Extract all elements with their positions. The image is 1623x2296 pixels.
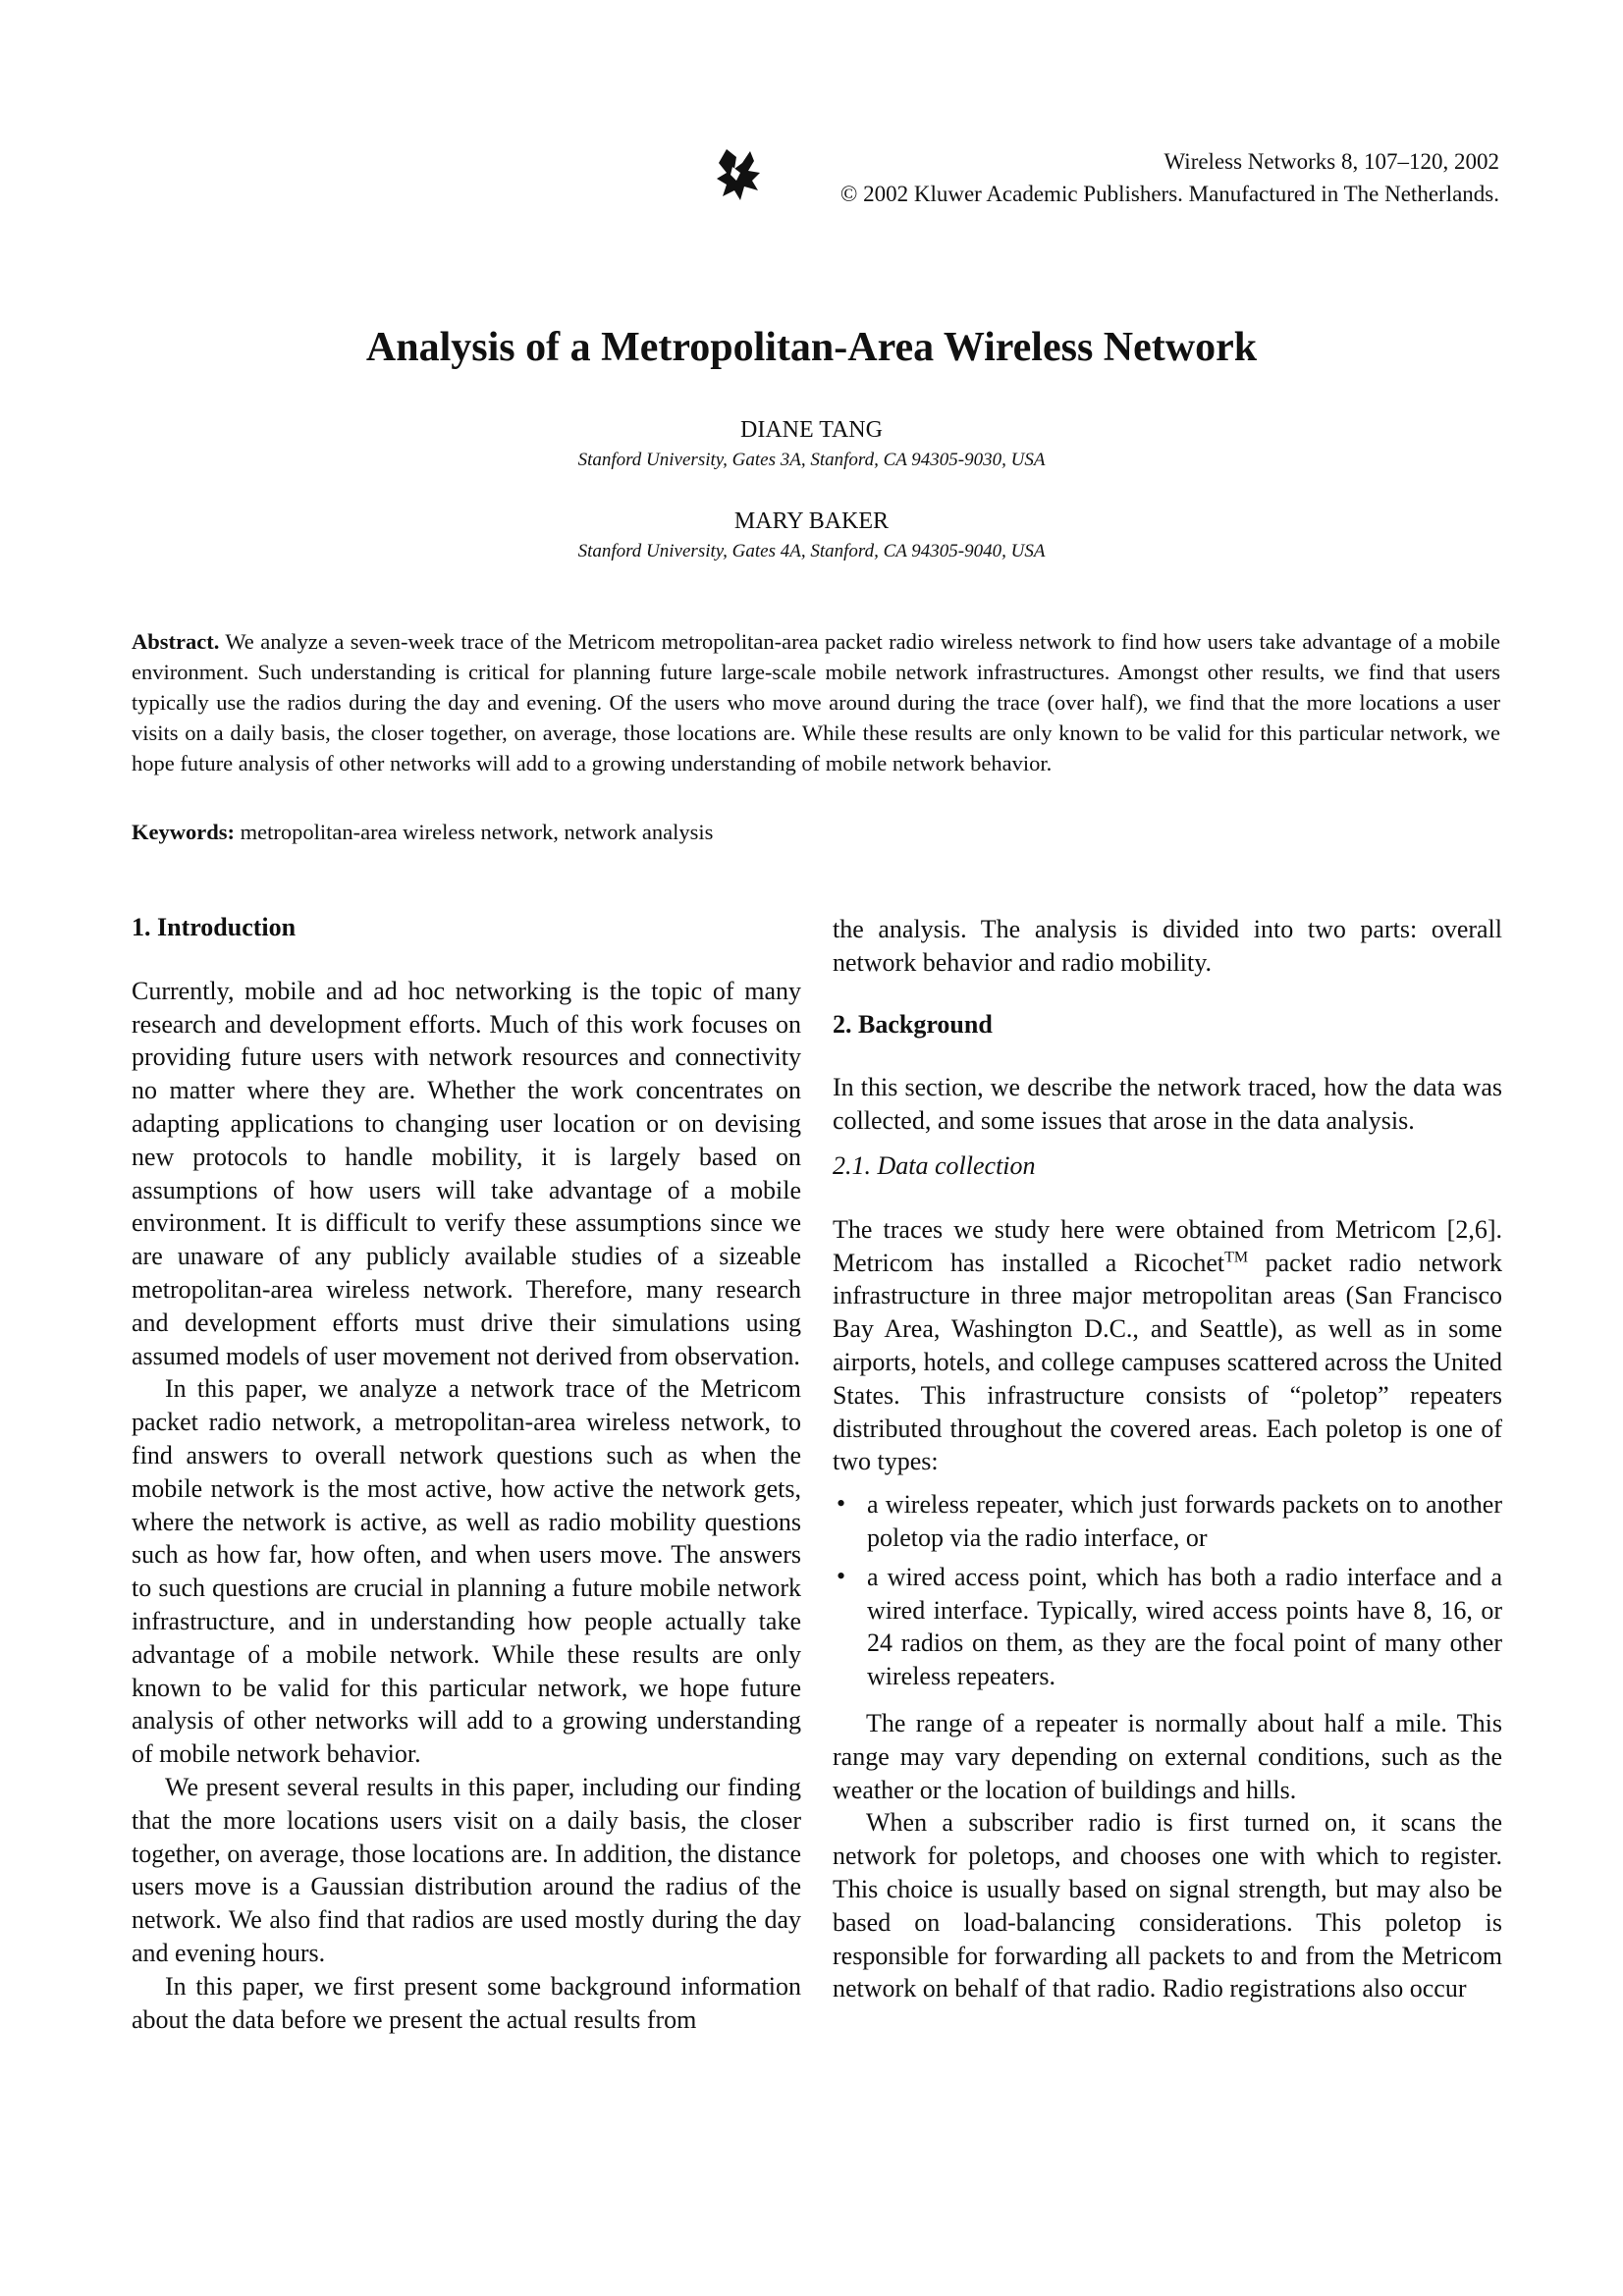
list-item-text: a wireless repeater, which just forwards packets on to another poletop via the radio interface, or xyxy=(867,1490,1502,1552)
journal-citation: Wireless Networks 8, 107–120, 2002 xyxy=(1163,149,1499,174)
author-affiliation: Stanford University, Gates 3A, Stanford, CA 94305-9030, USA xyxy=(577,450,1046,470)
author-block-2 xyxy=(0,508,1623,562)
body-paragraph: When a subscriber radio is first turned on, it scans the network for poletops, and chooses one with which to register. This choice is usually based on signal strength, but may also be based on load-balancing considerations. This poletop is responsible for forwarding all packets to and from the Metricom network on behalf of that radio. Radio registrations also occur xyxy=(833,1808,1502,2003)
author-name: MARY BAKER xyxy=(733,508,890,534)
right-column xyxy=(833,913,1502,2005)
body-paragraph-continued: the analysis. The analysis is divided into two parts: overall network behavior and radio mobility. xyxy=(833,915,1502,977)
bullet-icon: • xyxy=(837,1561,846,1590)
abstract-label: Abstract. xyxy=(132,629,220,654)
author-block-1 xyxy=(0,417,1623,471)
section-heading-background: 2. Background xyxy=(833,1009,993,1039)
body-paragraph: In this section, we describe the network traced, how the data was collected, and some issues that arose in the data analysis. xyxy=(833,1073,1502,1136)
body-paragraph: In this paper, we analyze a network trace of the Metricom packet radio network, a metropolitan-area wireless network, to find answers to overall network questions such as when the mobile network is the most active, how active the network gets, where the network is active, as well as radio mobility questions such as how far, how often, and when users move. The answers to such questions are crucial in planning a future mobile network infrastructure, and in understanding how people actually take advantage of a mobile network. While these results are only known to be valid for this particular network, we hope future analysis of other networks will add to a growing understanding of mobile network behavior. xyxy=(132,1374,801,1769)
bullet-list xyxy=(833,1488,1502,1693)
bullet-icon: • xyxy=(837,1489,846,1519)
body-paragraph: We present several results in this paper, including our finding that the more locations users visit on a daily basis, the closer together, on average, those locations are. In addition, the distance users move is a Gaussian distribution around the radius of the network. We also find that radios are used mostly during the day and evening hours. xyxy=(132,1772,801,1967)
body-paragraph xyxy=(833,1213,1502,1478)
body-paragraph: In this paper, we first present some background information about the data before we present the actual results from xyxy=(132,1971,801,2034)
publisher-logo-icon xyxy=(715,147,762,204)
body-text: The traces we study here were obtained from Metricom [2,6]. Metricom has installed a Ricochet xyxy=(833,1214,1502,1277)
abstract xyxy=(132,626,1500,778)
keywords xyxy=(132,820,713,845)
left-column xyxy=(132,911,801,2036)
author-name: DIANE TANG xyxy=(740,417,883,443)
section-heading-introduction: 1. Introduction xyxy=(132,913,297,941)
journal-header xyxy=(840,145,1499,210)
abstract-text: We analyze a seven-week trace of the Metricom metropolitan-area packet radio wireless network to find how users take advantage of a mobile environment. Such understanding is critical for planning future large-scale mobile network infrastructures. Amongst other results, we find that users typically use the radios during the day and evening. Of the users who move around during the trace (over half), we find that the more locations a user visits on a daily basis, the closer together, on average, those locations are. While these results are only known to be valid for this particular network, we hope future analysis of other networks will add to a growing understanding of mobile network behavior. xyxy=(132,629,1501,775)
list-item-text: a wired access point, which has both a radio interface and a wired interface. Typically, wired access points have 8, 16, or 24 radios on them, as they are the focal point of many other wireless repeaters. xyxy=(867,1562,1502,1691)
trademark-mark: TM xyxy=(1224,1248,1249,1265)
keywords-text: metropolitan-area wireless network, network analysis xyxy=(240,820,714,844)
body-text: packet radio network infrastructure in three major metropolitan areas (San Francisco Bay Area, Washington D.C., and Seattle), as well as in some airports, hotels, and college campuses scattered across the United States. This infrastructure consists of “poletop” repeaters distributed throughout the covered areas. Each poletop is one of two types: xyxy=(833,1248,1503,1476)
body-paragraph: Currently, mobile and ad hoc networking is the topic of many research and development efforts. Much of this work focuses on providing future users with network resources and connectivity no matter where they are. Whether the work concentrates on adapting applications to changing user location or on devising new protocols to handle mobility, it is largely based on assumptions of how users will take advantage of a mobile environment. It is difficult to verify these assumptions since we are unaware of any publicly available studies of a sizeable metropolitan-area wireless network. Therefore, many research and development efforts must drive their simulations using assumed models of user movement not derived from observation. xyxy=(132,976,801,1370)
paper-title: Analysis of a Metropolitan-Area Wireless Network xyxy=(365,325,1258,370)
list-item xyxy=(833,1561,1502,1693)
subsection-heading-data-collection: 2.1. Data collection xyxy=(833,1150,1036,1180)
body-paragraph: The range of a repeater is normally about half a mile. This range may vary depending on external conditions, such as the weather or the location of buildings and hills. xyxy=(833,1708,1502,1804)
keywords-label: Keywords: xyxy=(132,820,235,844)
list-item xyxy=(833,1488,1502,1555)
author-affiliation: Stanford University, Gates 4A, Stanford, CA 94305-9040, USA xyxy=(577,541,1046,561)
copyright-line: © 2002 Kluwer Academic Publishers. Manufactured in The Netherlands. xyxy=(839,182,1499,206)
